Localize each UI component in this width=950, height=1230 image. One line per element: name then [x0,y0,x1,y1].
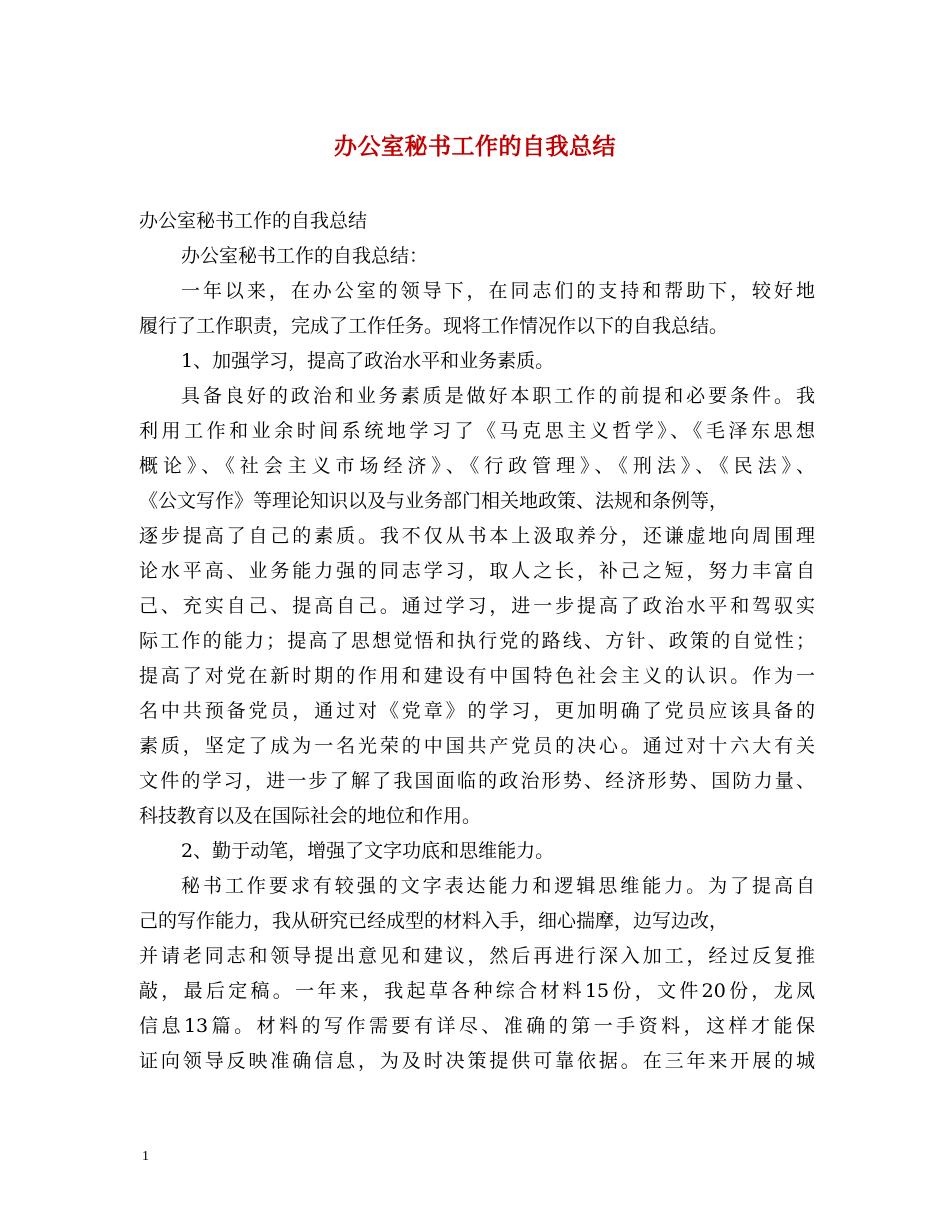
body-line: 办公室秘书工作的自我总结： [181,245,429,267]
section-heading: 1、加强学习，提高了政治水平和业务素质。 [181,350,555,372]
body-line: 利用工作和业余时间系统地学习了《马克思主义哲学》、《毛泽东思想 [139,420,815,442]
body-line: 履行了工作职责，完成了工作任务。现将工作情况作以下的自我总结。 [139,315,729,337]
body-line: 科技教育以及在国际社会的地位和作用。 [139,805,482,827]
document-body [139,204,815,1079]
body-line: 论水平高、业务能力强的同志学习，取人之长，补己之短，努力丰富自 [139,560,815,582]
body-line: 素质，坚定了成为一名光荣的中国共产党员的决心。通过对十六大有关 [139,735,815,757]
body-line: 办公室秘书工作的自我总结 [139,210,368,232]
body-line: 己的写作能力，我从研究已经成型的材料入手，细心揣摩，边写边改， [139,910,729,932]
body-line: 证向领导反映准确信息，为及时决策提供可靠依据。在三年来开展的城 [139,1050,815,1072]
body-line: 概论》、《社会主义市场经济》、《行政管理》、《刑法》、《民法》、 [139,455,815,477]
body-line: 逐步提高了自己的素质。我不仅从书本上汲取养分，还谦虚地向周围理 [139,525,815,547]
body-line: 名中共预备党员，通过对《党章》的学习，更加明确了党员应该具备的 [139,700,815,722]
body-line: 秘书工作要求有较强的文字表达能力和逻辑思维能力。为了提高自 [181,875,815,897]
body-line: 提高了对党在新时期的作用和建设有中国特色社会主义的认识。作为一 [139,665,815,687]
body-line: 《公文写作》等理论知识以及与业务部门相关地政策、法规和条例等， [139,490,729,512]
body-line: 一年以来，在办公室的领导下，在同志们的支持和帮助下，较好地 [181,280,815,302]
section-heading: 2、勤于动笔，增强了文字功底和思维能力。 [181,840,555,862]
body-line: 际工作的能力；提高了思想觉悟和执行党的路线、方针、政策的自觉性； [139,630,815,652]
document-title: 办公室秘书工作的自我总结 [334,133,616,160]
body-line: 己、充实自己、提高自己。通过学习，进一步提高了政治水平和驾驭实 [139,595,815,617]
body-line: 具备良好的政治和业务素质是做好本职工作的前提和必要条件。我 [181,385,815,407]
body-line: 文件的学习，进一步了解了我国面临的政治形势、经济形势、国防力量、 [139,770,815,792]
body-line: 信息13篇。材料的写作需要有详尽、准确的第一手资料，这样才能保 [139,1015,815,1037]
body-line: 敲，最后定稿。一年来，我起草各种综合材料15份，文件20份，龙凤 [139,980,815,1002]
page-number: 1 [142,1149,149,1164]
body-line: 并请老同志和领导提出意见和建议，然后再进行深入加工，经过反复推 [139,945,815,967]
